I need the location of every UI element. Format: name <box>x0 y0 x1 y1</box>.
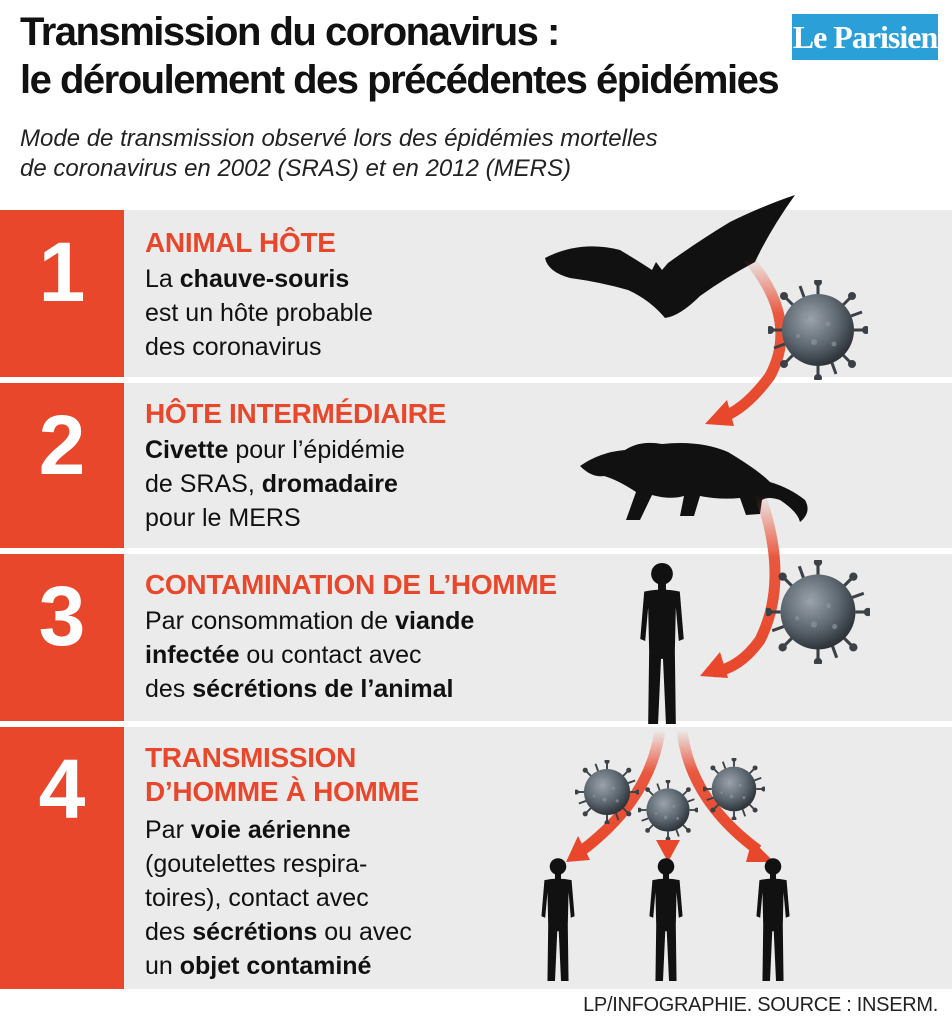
step-text-1 <box>145 262 373 364</box>
subtitle <box>20 124 820 184</box>
step-text-line: (goutelettes respira- <box>145 850 368 878</box>
step-number-2: 2 <box>0 383 124 548</box>
step-heading-3: CONTAMINATION DE L’HOMME <box>145 569 557 600</box>
subtitle-line-1: Mode de transmission observé lors des épidémies mortelles <box>20 125 658 152</box>
step-panel-4 <box>0 727 952 989</box>
credit-line: LP/INFOGRAPHIE. SOURCE : INSERM. <box>583 994 938 1016</box>
step-text-line: pour le MERS <box>145 504 301 532</box>
step-text-line: des coronavirus <box>145 333 322 361</box>
step-text-line: est un hôte probable <box>145 299 373 327</box>
step-text-line: Par consommation de viande <box>145 607 475 635</box>
step-text-line: un objet contaminé <box>145 952 372 980</box>
step-text-line: Civette pour l’épidémie <box>145 436 405 464</box>
step-text-line: La chauve-souris <box>145 265 350 293</box>
step-text-line: toires), contact avec <box>145 884 369 912</box>
step-number-4: 4 <box>0 727 124 989</box>
step-text-line: de SRAS, dromadaire <box>145 470 398 498</box>
step-number-1: 1 <box>0 210 124 377</box>
step-text-line: des sécrétions de l’animal <box>145 675 454 703</box>
step-text-line: Par voie aérienne <box>145 816 351 844</box>
step-panel-3 <box>0 554 952 721</box>
step-text-4 <box>145 813 412 983</box>
le-parisien-logo: Le Parisien <box>792 14 938 60</box>
step-panel-2 <box>0 383 952 548</box>
step-text-line: des sécrétions ou avec <box>145 918 412 946</box>
title-line-1: Transmission du coronavirus : <box>20 10 559 54</box>
step-text-3 <box>145 604 474 706</box>
step-text-2 <box>145 433 405 535</box>
title-line-2: le déroulement des précédentes épidémies <box>20 58 779 102</box>
step-heading-2: HÔTE INTERMÉDIAIRE <box>145 398 447 429</box>
step-heading-4 <box>145 741 419 809</box>
subtitle-line-2: de coronavirus en 2002 (SRAS) et en 2012 (MERS) <box>20 155 571 182</box>
step-number-3: 3 <box>0 554 124 721</box>
page-title <box>20 8 780 104</box>
step-panel-1 <box>0 210 952 377</box>
step-heading-1: ANIMAL HÔTE <box>145 227 336 258</box>
step-heading-4-line-1: TRANSMISSION <box>145 742 357 773</box>
step-text-line: infectée ou contact avec <box>145 641 422 669</box>
step-heading-4-line-2: D’HOMME À HOMME <box>145 776 419 807</box>
